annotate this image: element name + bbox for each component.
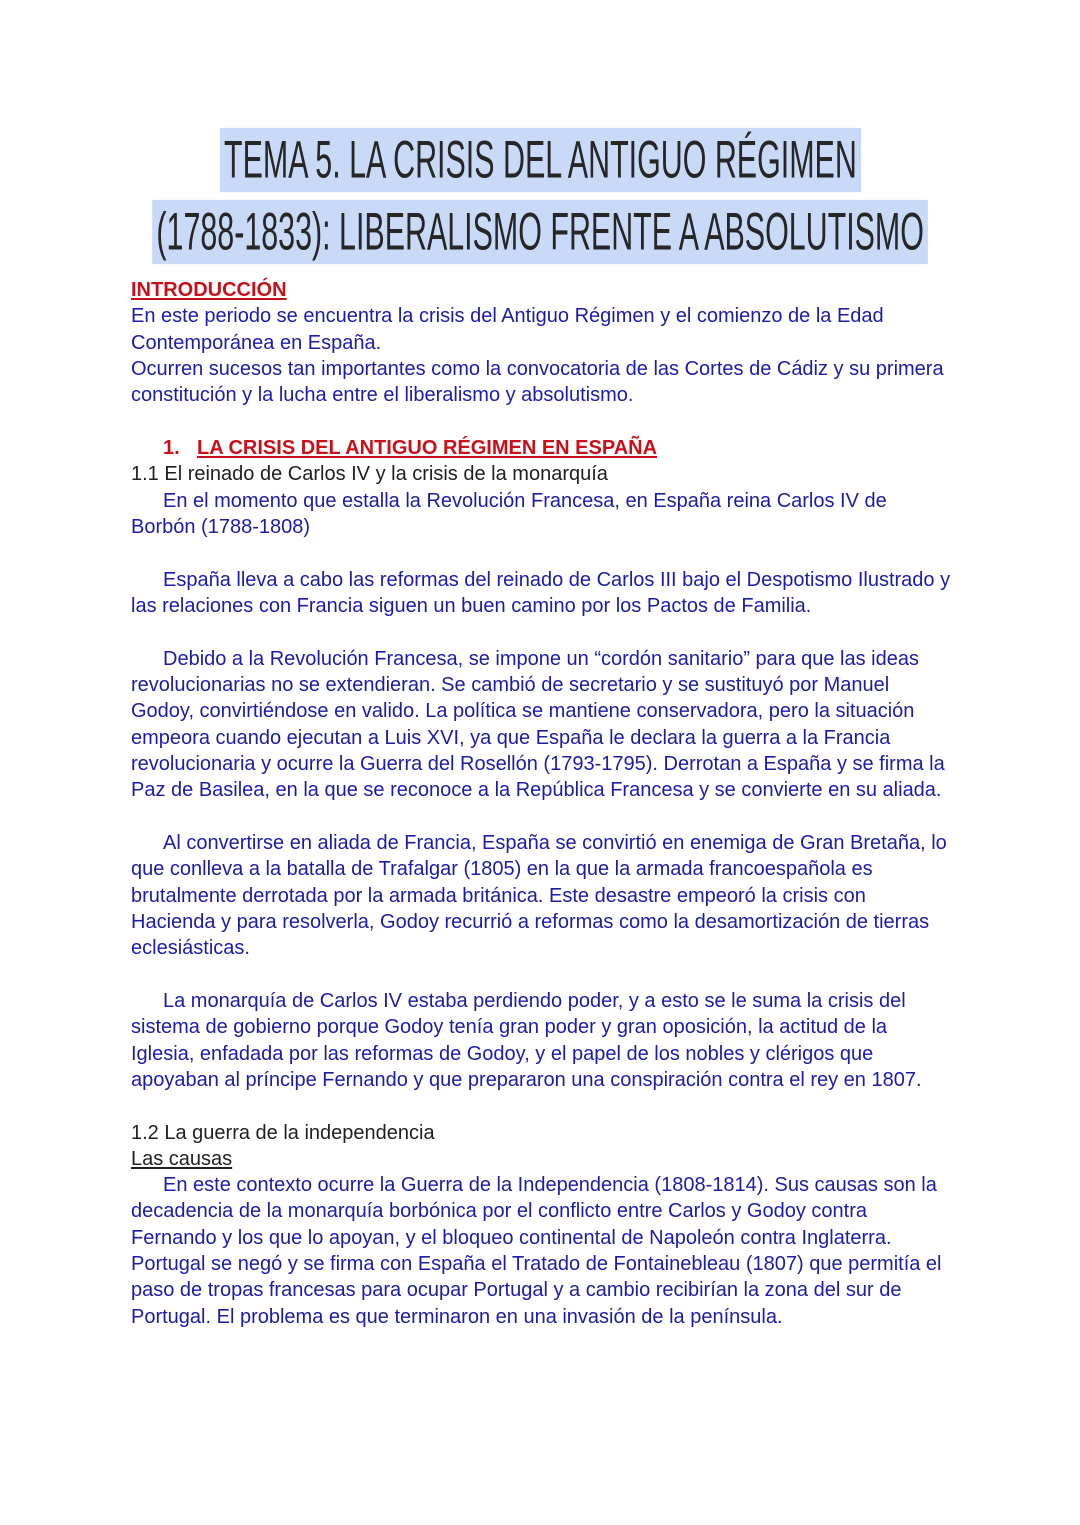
paragraph-line: eclesiásticas. [131,937,250,960]
paragraph-line: Hacienda y para resolverla, Godoy recurrió a reformas como la desamortización de tierras [131,910,930,933]
subsection-1-2-heading: 1.2 La guerra de la independencia [131,1121,435,1144]
intro-heading-line [131,277,949,303]
paragraph-spacer [131,804,949,830]
section-1-heading-line [131,435,949,461]
intro-line: Contemporánea en España. [131,331,382,354]
paragraph-line: empeora cuando ejecutan a Luis XVI, ya que España le declara la guerra a la Francia [131,726,891,749]
paragraph-line: Godoy, convirtiéndose en valido. La política se mantiene conservadora, pero la situación [131,700,915,723]
paragraph-line: revolucionaria y ocurre la Guerra del Rosellón (1793-1795). Derrotan a España y se firma la [131,752,945,775]
paragraph-spacer [131,1093,949,1119]
paragraph-spacer [131,409,949,435]
intro-line: Ocurren sucesos tan importantes como la convocatoria de las Cortes de Cádiz y su primera [131,357,944,380]
subsection-label-causes: Las causas [131,1147,233,1170]
page-title-row-1 [0,129,1080,190]
paragraph-line: Debido a la Revolución Francesa, se impone un “cordón sanitario” para que las ideas [163,647,919,670]
paragraph-line: Iglesia, enfadada por las reformas de Godoy, y el papel de los nobles y clérigos que [131,1042,874,1065]
paragraph-line: que conlleva a la batalla de Trafalgar (1805) en la que la armada francoespañola es [131,858,873,881]
paragraph-line: revolucionarias no se extendieran. Se cambió de secretario y se sustituyó por Manuel [131,673,890,696]
paragraph-line: decadencia de la monarquía borbónica por el conflicto entre Carlos y Godoy contra [131,1200,867,1223]
subsection-label-line [131,1146,949,1172]
paragraph-line: paso de tropas francesas para ocupar Portugal y a cambio recibirían la zona del sur de [131,1279,902,1302]
paragraph-spacer [131,619,949,645]
paragraph-line: Portugal. El problema es que terminaron en una invasión de la península. [131,1305,783,1328]
page-title-line-2: (1788-1833): LIBERALISMO FRENTE A ABSOLUTISMO [152,200,928,264]
paragraph-line: Fernando y los que lo apoyan, y el bloqueo continental de Napoleón contra Inglaterra. [131,1226,892,1249]
section-1-heading: LA CRISIS DEL ANTIGUO RÉGIMEN EN ESPAÑA [197,436,658,459]
paragraph-spacer [131,540,949,566]
intro-line: constitución y la lucha entre el liberalismo y absolutismo. [131,384,634,407]
paragraph-line: La monarquía de Carlos IV estaba perdiendo poder, y a esto se le suma la crisis del [163,989,906,1012]
paragraph-line: apoyaban al príncipe Fernando y que prepararon una conspiración contra el rey en 1807. [131,1068,922,1091]
section-1-number: 1. [163,436,180,459]
paragraph-line: Paz de Basilea, en la que se reconoce a la República Francesa y se convierte en su aliada. [131,779,942,802]
page-title-row-2 [0,201,1080,262]
paragraph-line: Portugal se negó y se firma con España el Tratado de Fontainebleau (1807) que permitía el [131,1253,942,1276]
document-body [131,277,949,1330]
paragraph-line: sistema de gobierno porque Godoy tenía gran poder y gran oposición, la actitud de la [131,1016,888,1039]
paragraph-line: brutalmente derrotada por la armada británica. Este desastre empeoró la crisis con [131,884,866,907]
subsection-1-1-heading: 1.1 El reinado de Carlos IV y la crisis de la monarquía [131,463,608,486]
intro-heading: INTRODUCCIÓN [131,279,287,301]
paragraph-line: España lleva a cabo las reformas del reinado de Carlos III bajo el Despotismo Ilustrado y [163,568,951,591]
page-title-line-1: TEMA 5. LA CRISIS DEL ANTIGUO RÉGIMEN [219,128,860,192]
paragraph-line: En este contexto ocurre la Guerra de la Independencia (1808-1814). Sus causas son la [163,1174,937,1197]
paragraph-line: Borbón (1788-1808) [131,515,311,538]
paragraph-line: Al convertirse en aliada de Francia, España se convirtió en enemiga de Gran Bretaña, lo [163,831,947,854]
paragraph-line: las relaciones con Francia siguen un buen camino por los Pactos de Familia. [131,594,812,617]
intro-line: En este periodo se encuentra la crisis del Antiguo Régimen y el comienzo de la Edad [131,305,884,328]
paragraph-spacer [131,962,949,988]
paragraph-line: En el momento que estalla la Revolución Francesa, en España reina Carlos IV de [163,489,887,512]
